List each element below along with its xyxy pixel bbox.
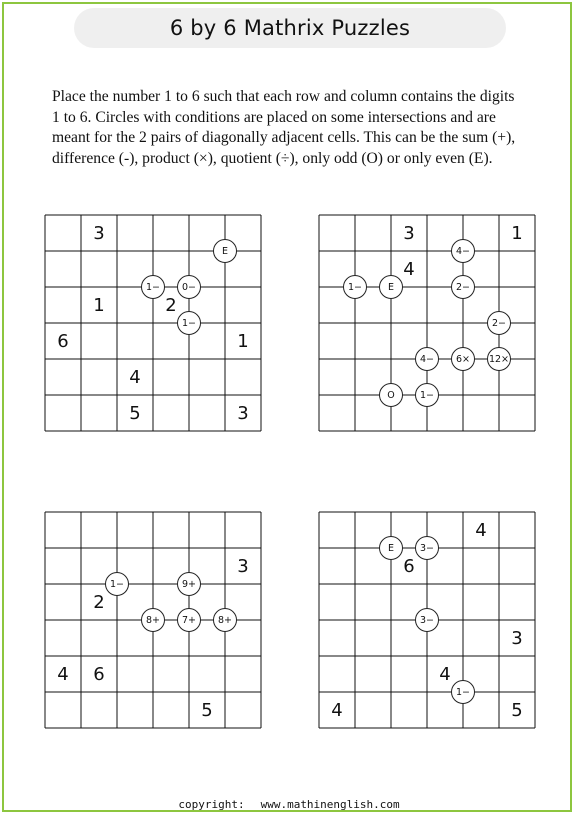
copyright-site: www.mathinenglish.com [260, 798, 400, 811]
clue-circle: 12× [487, 347, 511, 371]
clue-circle: 1− [177, 311, 201, 335]
clue-circle: 4− [415, 347, 439, 371]
given-number: 3 [93, 222, 105, 244]
given-number: 6 [93, 663, 105, 685]
given-number: 2 [93, 591, 105, 613]
clue-circle: 1− [451, 680, 475, 704]
given-number: 4 [129, 366, 141, 388]
puzzle-grid-2 [319, 215, 535, 431]
clue-circle: 7+ [177, 608, 201, 632]
given-number: 1 [93, 294, 105, 316]
given-number: 1 [511, 222, 523, 244]
given-number: 3 [237, 402, 249, 424]
clue-circle: 1− [343, 275, 367, 299]
puzzle-grid-3 [45, 512, 261, 728]
clue-circle: 3− [415, 536, 439, 560]
given-number: 2 [165, 294, 177, 316]
instructions-line: 1 to 6. Circles with conditions are placed on some intersections and are [52, 108, 496, 126]
given-number: 3 [403, 222, 415, 244]
given-number: 4 [57, 663, 69, 685]
instructions-line: meant for the 2 pairs of diagonally adjacent cells. This can be the sum (+), [52, 129, 516, 146]
clue-circle: O [379, 383, 403, 407]
instructions-paragraph [52, 87, 542, 169]
clue-circle: 6× [451, 347, 475, 371]
puzzle-grid-4 [319, 512, 535, 728]
given-number: 5 [511, 699, 523, 721]
instructions-line: difference (-), product (×), quotient (÷), only odd (O) or only even (E). [52, 149, 493, 167]
clue-circle: 8+ [141, 608, 165, 632]
clue-circle: 1− [105, 572, 129, 596]
clue-circle: 8+ [213, 608, 237, 632]
copyright-label: copyright: [178, 798, 245, 811]
clue-circle: E [379, 536, 403, 560]
title-banner [74, 8, 506, 48]
clue-circle: 1− [415, 383, 439, 407]
given-number: 4 [403, 258, 415, 280]
given-number: 3 [237, 555, 249, 577]
clue-circle: 3− [415, 608, 439, 632]
given-number: 1 [237, 330, 249, 352]
copyright-footer [0, 798, 578, 811]
puzzle-grid-1 [45, 215, 261, 431]
clue-circle: 2− [451, 275, 475, 299]
given-number: 5 [129, 402, 141, 424]
clue-circle: 9+ [177, 572, 201, 596]
given-number: 4 [475, 519, 487, 541]
clue-circle: 0− [177, 275, 201, 299]
given-number: 4 [331, 699, 343, 721]
clue-circle: 1− [141, 275, 165, 299]
given-number: 5 [201, 699, 213, 721]
given-number: 6 [403, 555, 415, 577]
page-title: 6 by 6 Mathrix Puzzles [169, 16, 411, 40]
given-number: 6 [57, 330, 69, 352]
clue-circle: E [379, 275, 403, 299]
given-number: 4 [439, 663, 451, 685]
clue-circle: 2− [487, 311, 511, 335]
given-number: 3 [511, 627, 523, 649]
instructions-line: Place the number 1 to 6 such that each row and column contains the digits [52, 88, 515, 105]
clue-circle: 4− [451, 239, 475, 263]
clue-circle: E [213, 239, 237, 263]
